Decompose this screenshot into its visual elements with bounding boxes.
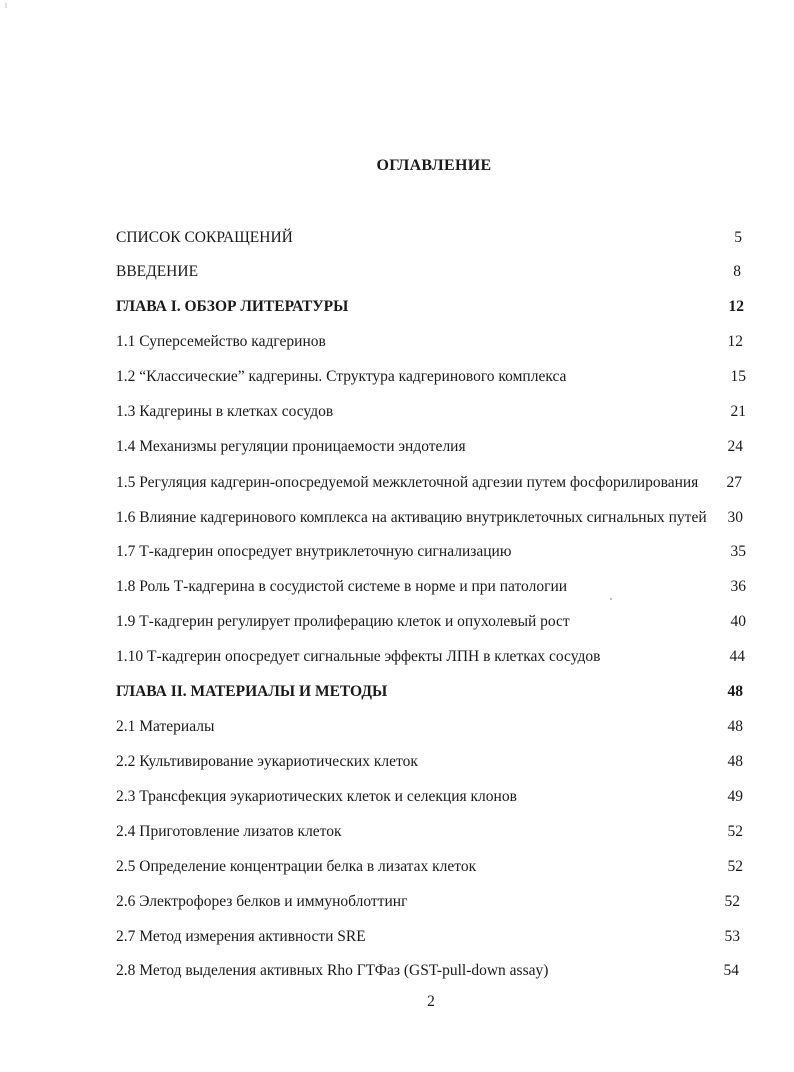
scan-speck: [610, 598, 612, 600]
toc-entry-page: 15: [730, 368, 746, 385]
toc-entry-page: 24: [727, 438, 743, 455]
toc-entry-label: 1.3 Кадгерины в клетках сосудов: [116, 403, 334, 420]
toc-entry-label: 1.10 Т-кадгерин опосредует сигнальные эффекты ЛПН в клетках сосудов: [116, 648, 601, 665]
toc-entry-label: 2.6 Электрофорез белков и иммуноблоттинг: [116, 893, 408, 910]
toc-entry-page: 8: [733, 263, 741, 280]
toc-entry-label: 1.9 Т-кадгерин регулирует пролиферацию клеток и опухолевый рост: [116, 613, 570, 630]
toc-entry-label: 2.4 Приготовление лизатов клеток: [116, 823, 342, 840]
toc-entry-page: 52: [727, 858, 743, 875]
toc-title: ОГЛАВЛЕНИЕ: [376, 157, 492, 174]
toc-entry-page: 48: [727, 683, 743, 700]
toc-entry-page: 35: [730, 543, 746, 560]
toc-entry-page: 54: [723, 962, 739, 979]
toc-entry-page: 5: [734, 229, 742, 246]
toc-entry-page: 30: [727, 509, 743, 526]
toc-entry-page: 40: [730, 613, 746, 630]
toc-entry-label: 1.5 Регуляция кадгерин-опосредуемой межклеточной адгезии путем фосфорилирования: [116, 474, 699, 491]
toc-entry-label: ГЛАВА II. МАТЕРИАЛЫ И МЕТОДЫ: [116, 683, 388, 700]
toc-entry-label: 2.8 Метод выделения активных Rho ГТФаз (GST-pull-down assay): [116, 962, 549, 979]
page-number: 2: [427, 993, 435, 1010]
toc-entry-page: 21: [730, 403, 746, 420]
toc-entry-label: ВВЕДЕНИЕ: [116, 263, 199, 280]
toc-entry-label: 1.8 Роль Т-кадгерина в сосудистой системе в норме и при патологии: [116, 578, 568, 595]
toc-entry-page: 36: [730, 578, 746, 595]
toc-entry-page: 27: [726, 474, 742, 491]
toc-entry-label: 2.2 Культивирование эукариотических клеток: [116, 753, 418, 770]
toc-entry-page: 12: [727, 333, 743, 350]
scan-corner-mark: ⁞: [5, 2, 7, 10]
toc-entry-page: 48: [727, 753, 743, 770]
toc-entry-page: 52: [724, 893, 740, 910]
toc-entry-page: 53: [724, 928, 740, 945]
toc-entry-label: 2.1 Материалы: [116, 718, 215, 735]
toc-entry-page: 52: [727, 823, 743, 840]
toc-entry-page: 44: [729, 648, 745, 665]
toc-entry-label: ГЛАВА I. ОБЗОР ЛИТЕРАТУРЫ: [116, 298, 349, 315]
toc-entry-label: 1.2 “Классические” кадгерины. Структура кадгеринового комплекса: [116, 368, 567, 385]
toc-entry-label: 1.4 Механизмы регуляции проницаемости эндотелия: [116, 438, 466, 455]
toc-entry-page: 49: [727, 788, 743, 805]
toc-entry-label: 2.5 Определение концентрации белка в лизатах клеток: [116, 858, 477, 875]
toc-entry-label: 1.6 Влияние кадгеринового комплекса на активацию внутриклеточных сигнальных путей: [116, 509, 707, 526]
toc-entry-page: 12: [728, 298, 744, 315]
toc-entry-label: 1.7 Т-кадгерин опосредует внутриклеточную сигнализацию: [116, 543, 512, 560]
toc-entry-page: 48: [727, 718, 743, 735]
toc-entry-label: 2.3 Трансфекция эукариотических клеток и селекция клонов: [116, 788, 517, 805]
toc-entry-label: 2.7 Метод измерения активности SRE: [116, 928, 366, 945]
toc-entry-label: 1.1 Суперсемейство кадгеринов: [116, 333, 326, 350]
toc-entry-label: СПИСОК СОКРАЩЕНИЙ: [116, 229, 293, 246]
